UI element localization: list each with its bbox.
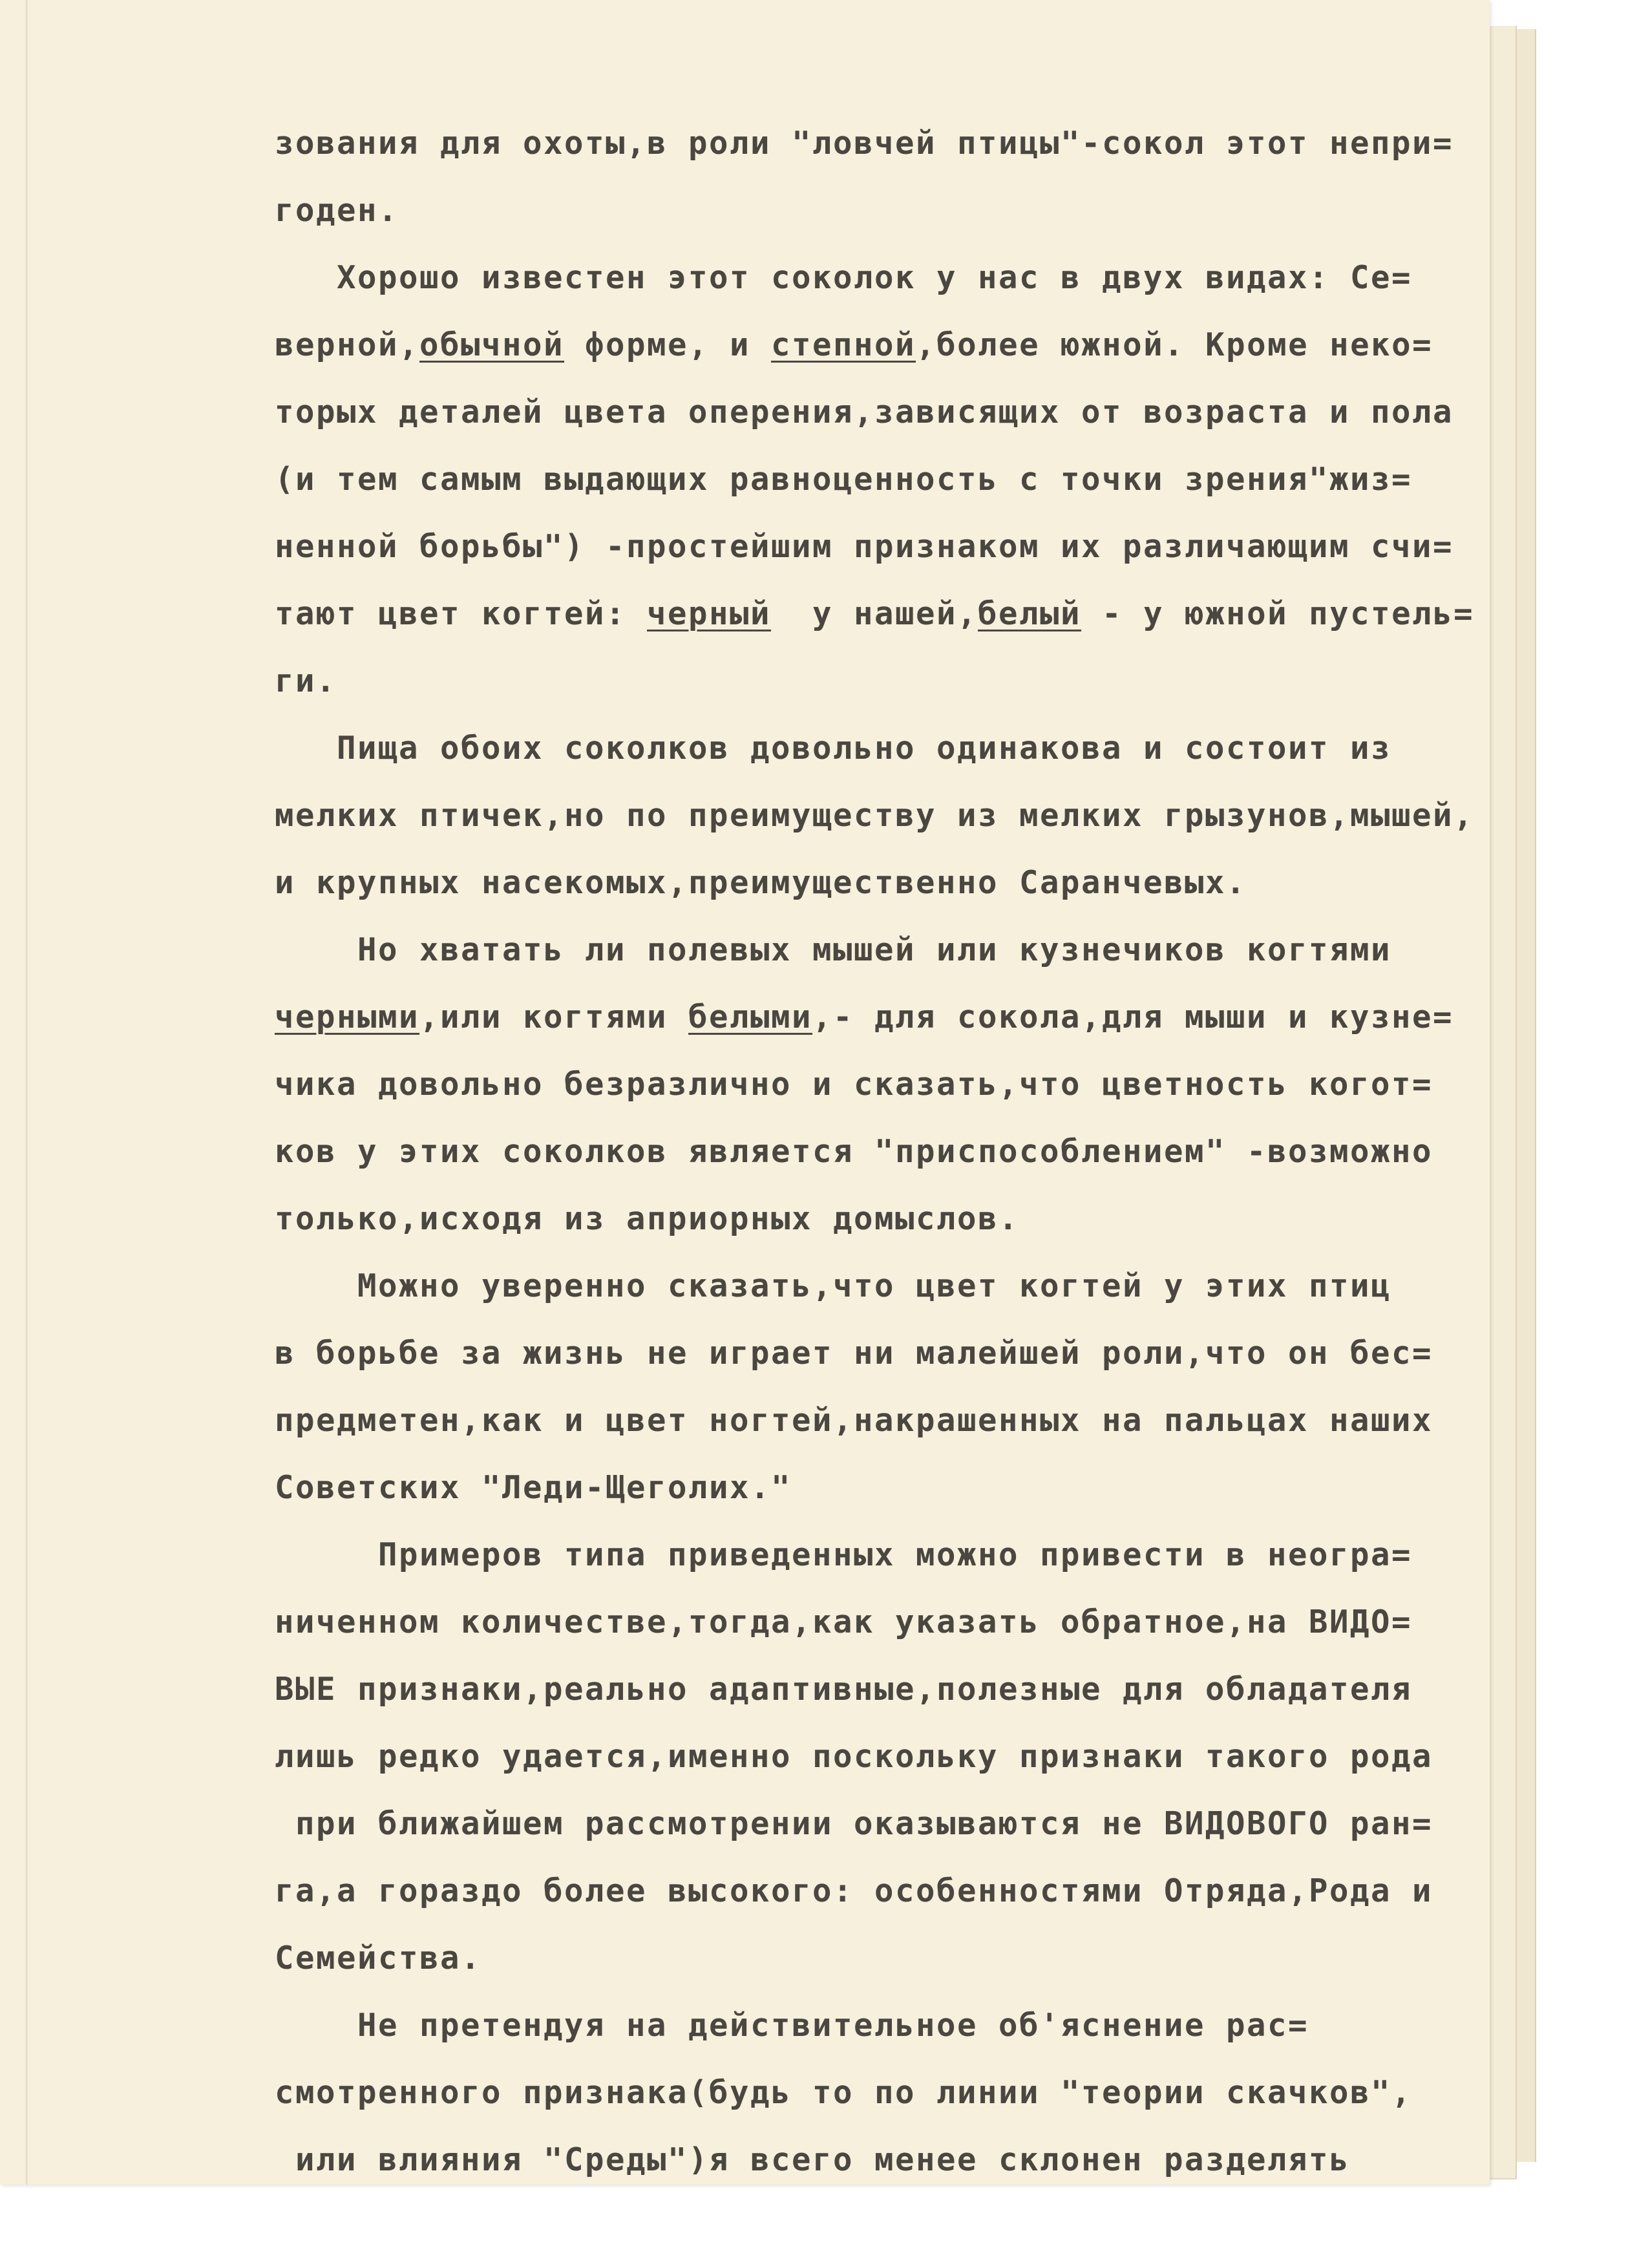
text-line — [275, 2126, 1522, 2194]
text-segment: ВЫЕ признаки,реально адаптивные,полезные для обладателя — [275, 1671, 1413, 1708]
text-line — [275, 513, 1522, 580]
text-line — [275, 177, 1522, 244]
text-segment: ненной борьбы") -простейшим признаком их различающим счи= — [275, 528, 1454, 565]
text-segment: га,а гораздо более высокого: особенностями Отряда,Рода и — [275, 1872, 1433, 1909]
text-line — [275, 1454, 1522, 1521]
text-segment: лишь редко удается,именно поскольку признаки такого рода — [275, 1738, 1433, 1775]
text-segment: Не претендуя на действительное об'яснение рас= — [275, 2007, 1309, 2044]
text-line — [275, 1521, 1522, 1589]
text-segment: в борьбе за жизнь не играет ни малейшей роли,что он бес= — [275, 1335, 1433, 1372]
text-line — [275, 244, 1522, 312]
text-segment: Пища обоих соколков довольно одинакова и состоит из — [275, 730, 1392, 767]
text-segment: чика довольно безразлично и сказать,что цветность когот= — [275, 1066, 1433, 1103]
underlined-word: белый — [978, 595, 1082, 632]
text-line — [275, 782, 1522, 849]
text-line — [275, 1589, 1522, 1656]
text-segment: смотренного признака(будь то по линии "теории скачков", — [275, 2074, 1413, 2111]
underlined-word: белыми — [688, 999, 813, 1035]
text-segment: Примеров типа приведенных можно привести в неогра= — [275, 1536, 1413, 1573]
text-segment: верной, — [275, 326, 420, 363]
text-segment: ,- для сокола,для мыши и кузне= — [812, 999, 1454, 1035]
text-line — [275, 580, 1522, 648]
text-line — [275, 1925, 1522, 1992]
underlined-word: черными — [275, 999, 420, 1035]
text-segment: мелких птичек,но по преимуществу из мелких грызунов,мышей, — [275, 797, 1475, 834]
text-line — [275, 917, 1522, 984]
text-line — [275, 379, 1522, 446]
text-line — [275, 715, 1522, 782]
text-segment: Можно уверенно сказать,что цвет когтей у этих птиц — [275, 1267, 1392, 1304]
paper-fold — [26, 0, 28, 2185]
text-segment: зования для охоты,в роли "ловчей птицы"-сокол этот непри= — [275, 125, 1454, 162]
text-line — [275, 1118, 1522, 1185]
text-segment: (и тем самым выдающих равноценность с точки зрения"жиз= — [275, 461, 1413, 498]
text-segment: ,более южной. Кроме неко= — [916, 326, 1433, 363]
text-segment: предметен,как и цвет ногтей,накрашенных на пальцах наших — [275, 1402, 1433, 1439]
underlined-word: обычной — [419, 326, 565, 363]
text-line — [275, 1992, 1522, 2059]
text-segment: ков у этих соколков является "приспособлением" -возможно — [275, 1133, 1433, 1170]
text-segment: форме, и — [564, 326, 772, 363]
text-line — [275, 1253, 1522, 1320]
text-segment: и крупных насекомых,преимущественно Саранчевых. — [275, 864, 1247, 901]
text-line — [275, 849, 1522, 917]
text-line — [275, 1858, 1522, 1925]
text-line — [275, 110, 1522, 177]
text-line — [275, 1185, 1522, 1253]
text-segment: или влияния "Среды")я всего менее склонен разделять — [275, 2141, 1351, 2178]
text-segment: только,исходя из априорных домыслов. — [275, 1200, 1020, 1237]
text-segment: торых деталей цвета оперения,зависящих от возраста и пола — [275, 394, 1454, 430]
text-segment: ,или когтями — [419, 999, 689, 1035]
text-line — [275, 1723, 1522, 1790]
text-segment: - у южной пустель= — [1081, 595, 1475, 632]
text-segment: ги. — [275, 662, 337, 699]
underlined-word: степной — [771, 326, 916, 363]
text-segment: ниченном количестве,тогда,как указать обратное,на ВИДО= — [275, 1604, 1413, 1640]
text-segment: Но хватать ли полевых мышей или кузнечиков когтями — [275, 931, 1392, 968]
text-line — [275, 1656, 1522, 1723]
text-line — [275, 312, 1522, 379]
text-segment: Семейства. — [275, 1940, 482, 1977]
text-line — [275, 1051, 1522, 1118]
text-line — [275, 1790, 1522, 1858]
text-segment: Советских "Леди-Щеголих." — [275, 1469, 792, 1506]
text-line — [275, 984, 1522, 1051]
text-line — [275, 2059, 1522, 2126]
text-line — [275, 1387, 1522, 1454]
text-segment: при ближайшем рассмотрении оказываются не ВИДОВОГО ран= — [275, 1805, 1433, 1842]
document-body — [275, 110, 1522, 2194]
text-segment: годен. — [275, 192, 399, 229]
text-segment: Хорошо известен этот соколок у нас в двух видах: Се= — [275, 259, 1413, 296]
text-segment: у нашей, — [771, 595, 978, 632]
text-line — [275, 1320, 1522, 1387]
text-segment: тают цвет когтей: — [275, 595, 648, 632]
text-line — [275, 648, 1522, 715]
text-line — [275, 446, 1522, 513]
underlined-word: черный — [647, 595, 772, 632]
